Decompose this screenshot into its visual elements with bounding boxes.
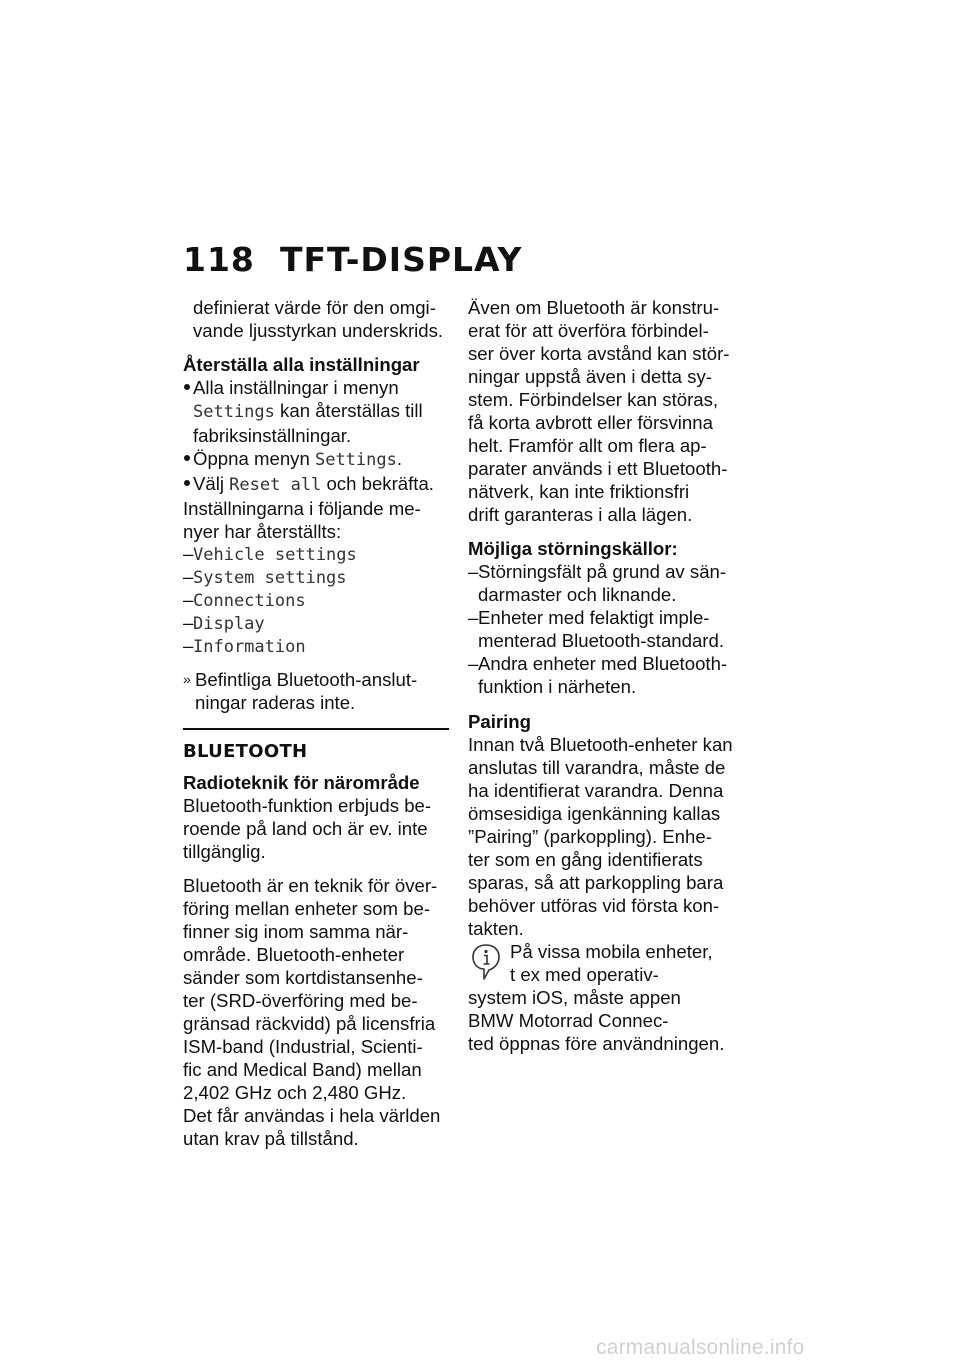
list-item: – Andra enheter med Bluetooth- funktion i närheten. <box>468 653 728 697</box>
list-item: – System settings <box>183 566 347 588</box>
pairing-paragraph: Innan två Bluetooth-enheter kan anslutas till varandra, måste de ha identifierat varandra. Denna ömsesidiga igenkänning kallas ”Pairing” (parkoppling). Enhe- ter som en gång identifierats sparas, så att parkoppling bara behöver utföras vid första kon- takten. <box>468 734 733 939</box>
reset-result-paragraph: Inställningarna i följande me- nyer har återställts: <box>183 498 421 542</box>
right-column <box>468 296 743 1055</box>
left-column <box>183 296 451 1161</box>
pairing-heading: Pairing <box>468 711 532 732</box>
list-item: – Vehicle settings <box>183 543 357 565</box>
page-number: 118 <box>183 240 255 279</box>
section-title: BLUETOOTH <box>183 741 308 762</box>
list-item: – Enheter med felaktigt imple- menterad Bluetooth-standard. <box>468 607 725 651</box>
list-item: – Connections <box>183 589 306 611</box>
menu-settings-text: Settings <box>193 402 275 422</box>
interference-heading: Möjliga störningskällor: <box>468 538 678 559</box>
note-marker: » <box>183 671 191 687</box>
radio-paragraph-2: Bluetooth är en teknik för över- föring mellan enheter som be- finner sig inom samma när- område. Bluetooth-enheter sänder som kortdistansenhe- ter (SRD-överföring med be- gränsad räckvidd) på licensfria ISM-band (Industrial, Scienti- fic and Medical Band) mellan 2,402 GHz och 2,480 GHz. Det får användas i hela världen utan krav på tillstånd. <box>183 875 441 1149</box>
watermark: carmanualsonline.info <box>596 1336 805 1359</box>
radio-heading: Radioteknik för närområde <box>183 772 420 793</box>
bullet-item: Alla inställningar i menyn Settings kan återställas till fabriksinställningar. <box>183 376 451 447</box>
reset-all-text: Reset all <box>229 475 322 495</box>
list-item: – Display <box>183 612 265 634</box>
info-note: På vissa mobila enheter, t ex med operativ- system iOS, måste appen BMW Motorrad Connec- ted öppnas före användningen. <box>468 941 725 1054</box>
page-header <box>183 240 522 279</box>
bullet-item: Välj Reset all och bekräfta. <box>183 472 451 497</box>
menu-settings-text: Settings <box>314 450 397 470</box>
interference-list <box>468 560 743 698</box>
bullet-item: Öppna menyn Settings. <box>183 447 451 472</box>
list-item: – Information <box>183 635 306 657</box>
section-divider <box>183 728 449 730</box>
chapter-title: TFT-DISPLAY <box>280 240 523 279</box>
menu-list <box>183 543 451 658</box>
note-item: » Befintliga Bluetooth-anslut- ningar raderas inte. <box>183 669 418 713</box>
radio-paragraph-1: Bluetooth-funktion erbjuds be- roende på land och är ev. inte tillgänglig. <box>183 795 432 862</box>
bluetooth-paragraph: Även om Bluetooth är konstru- erat för att överföra förbindel- ser över korta avstånd kan stör- ningar uppstå även i detta sy- stem. Förbindelser kan störas, få korta avbrott eller försvinna helt. Framför allt om flera ap- parater används i ett Bluetooth- nätverk, kan inte friktionsfri drift garanteras i alla lägen. <box>468 297 730 525</box>
reset-heading: Återställa alla inställningar <box>183 354 420 375</box>
intro-paragraph: definierat värde för den omgi- vande ljusstyrkan underskrids. <box>193 297 444 341</box>
info-icon <box>470 942 502 982</box>
list-item: – Störningsfält på grund av sän- darmaster och liknande. <box>468 561 727 605</box>
